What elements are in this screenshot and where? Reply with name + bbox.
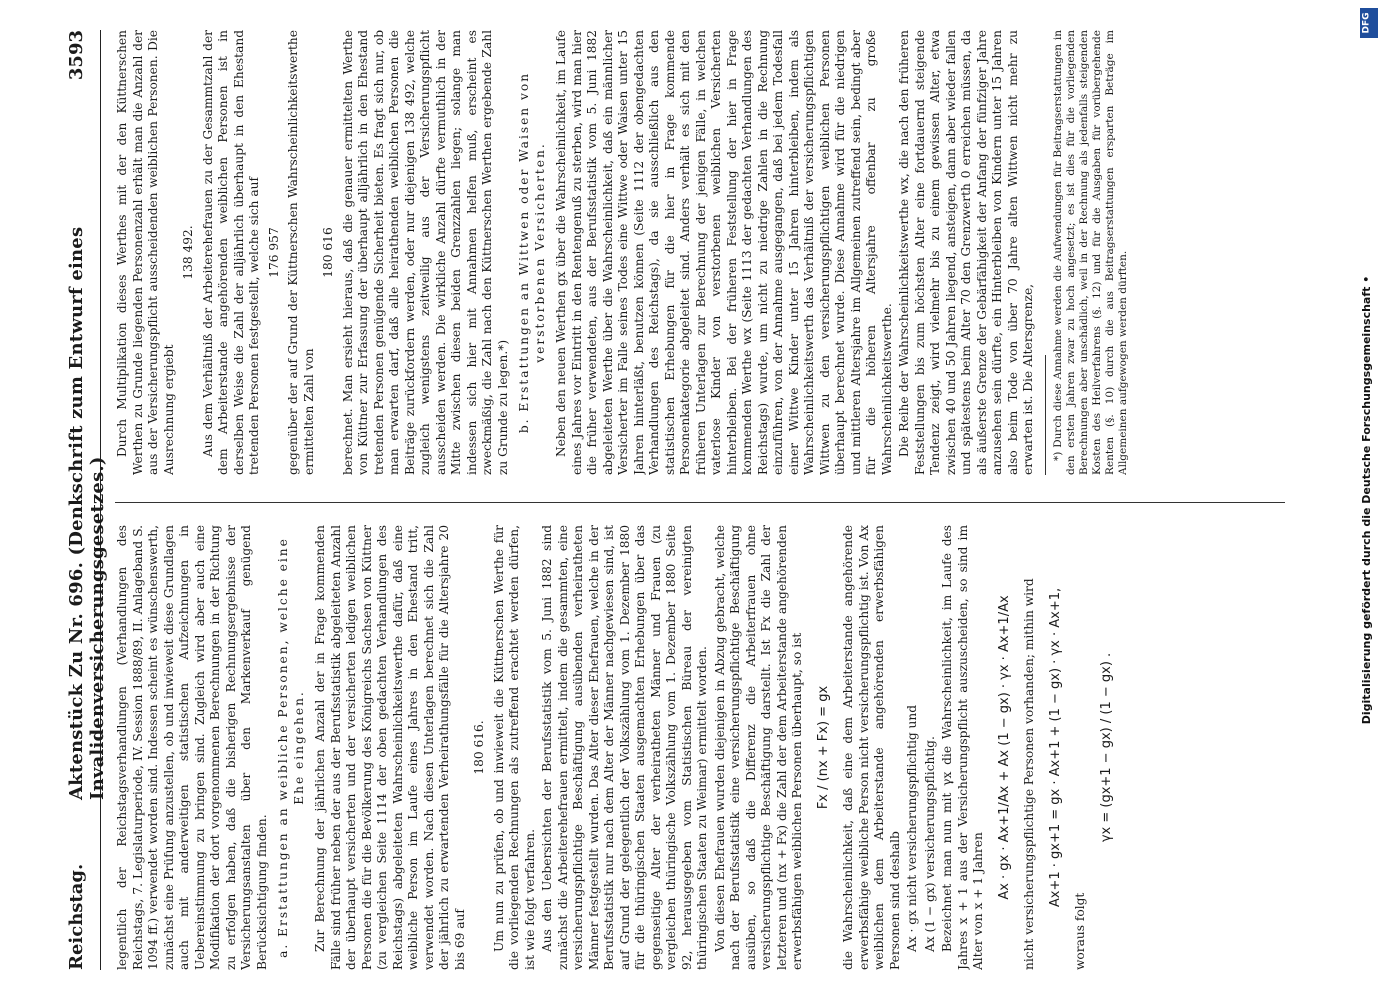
- list-line: Ax (1 − gx) versicherungspflichtig.: [922, 736, 937, 952]
- footnote: *) Durch diese Annahme werden die Aufwendungen für Beitragserstattungen in den ersten Jahren zwar zu hoch angesetzt; es ist dies für die vorliegenden Berechnungen aber unschädlich, weil in der Rechnung als jedenfalls steigenden Kosten des Heilverfahrens (§. 12) und für die Ausgaben für vorübergehende Renten (§. 10) durch die aus Beitragserstattungen ersparten Beträge im Allgemeinen aufgewogen werden dürften.: [1051, 30, 1129, 475]
- number-line: 176 957: [266, 227, 281, 278]
- paragraph: die Wahrscheinlichkeit, daß eine dem Arbeiterstande angehörende erwerbsfähige weibliche Person nicht versicherungspflichtig ist. Von Ax weiblichen dem Arbeiterstande angehörenden erwerbsfähigen Personen sind deshalb: [841, 525, 902, 970]
- funding-notice: Digitalisierung gefördert durch die Deutsche Forschungsgemeinschaft •: [1360, 275, 1373, 725]
- paragraph: Von diesen Ehefrauen wurden diejenigen in Abzug gebracht, welche nach der Berufsstatistik eine versicherungspflichtige Beschäftigung ausüben, so daß die Differenz die Arbeiterfrauen ohne versicherungspflichtige Beschäftigung darstellt. Ist Fx die Zahl der letzteren und (nx + Fx) die Zahl der dem Arbeiterstande angehörenden erwerbsfähigen weiblichen Personen überhaupt, so ist: [712, 525, 804, 970]
- header-title: Aktenstück Zu Nr. 696. (Denkschrift zum Entwurf eines Invalidenversicherungsgesetzes.): [66, 226, 108, 800]
- digitization-stamp: [1352, 0, 1378, 1000]
- paragraph: gegenüber der auf Grund der Küttnerschen Wahrscheinlichkeitswerthe ermittelten Zahl von: [286, 30, 316, 475]
- rotated-document-page: [20, 0, 1320, 1000]
- column-divider: [115, 502, 1285, 503]
- paragraph: Aus den Uebersichten der Berufsstatistik vom 5. Juni 1882 sind zunächst die Arbeiterehefrauen ermittelt, indem die gesammten, eine versicherungspflichtige Beschäftigung ausübenden verheiratheten Männer festgestellt wurden. Das Alter dieser Ehefrauen, welche in der Berufsstatistik nur nach dem Alter der Männer nachgewiesen sind, ist auf Grund der gelegentlich der Volkszählung vom 1. Dezember 1880 für die thüringischen Staaten ausgemachten Erhebungen über das gegenseitige Alter der verheiratheten Männer und Frauen (zu vergleichen thüringische Volkszählung vom 1. Dezember 1880 Seite 92, herausgegeben vom Statistischen Büreau der vereinigten thüringischen Staaten zu Weimar) ermittelt worden.: [540, 525, 709, 970]
- page-number: 3593: [66, 30, 87, 81]
- paragraph: legentlich der Reichstagsverhandlungen (Verhandlungen des Reichstags, 7. Legislaturperiode, IV. Session 1888/89, II. Anlageband S. 1094 ff.) verwendet worden sind. Indessen scheint es wünschenswerth, zunächst eine Prüfung anzustellen, ob und inwieweit diese Grundlagen auch mit anderweitigen statistischen Aufzeichnungen in Uebereinstimmung zu bringen sind. Zugleich wird aber auch eine Modifikation der dort vorgenommenen Berechnungen in der Richtung zu erfolgen haben, daß die bisherigen Rechnungsergebnisse der Versicherungsanstalten über den Markenverkauf genügend Berücksichtigung finden.: [115, 525, 269, 970]
- paragraph: Um nun zu prüfen, ob und inwieweit die Küttnerschen Werthe für die vorliegenden Rechnungen als zutreffend erachtet werden dürfen, ist wie folgt verfahren.: [491, 525, 537, 970]
- paragraph: berechnet. Man ersieht hieraus, daß die genauer ermittelten Werthe von Küttner zur Erfassung der überhaupt alljährlich in den Ehestand tretenden Personen genügende Sicherheit bieten. Es fragt sich nur, ob man erwarten darf, daß alle heirathenden weiblichen Personen die Beiträge zurückfordern werden, oder nur diejenigen 138 492, welche zugleich wenigstens zeitweilig aus der Versicherungspflicht ausscheiden werden. Die wirkliche Anzahl dürfte vermuthlich in der Mitte zwischen diesen beiden Grenzzahlen liegen; solange man indessen sich hier mit Annahmen helfen muß, erscheint es zweckmäßig, die Zahl nach den Küttnerschen Werthen ergebende Zahl zu Grunde zu legen.*): [340, 30, 510, 475]
- page-header: [60, 30, 108, 970]
- paragraph: Bezeichnet man nun mit γx die Wahrscheinlichkeit, im Laufe des Jahres x + 1 aus der Versicherungspflicht auszuscheiden, so sind im Alter von x + 1 Jahren: [940, 525, 985, 970]
- paragraph: nicht versicherungspflichtige Personen vorhanden; mithin wird: [1022, 578, 1036, 970]
- number-line: 180 616: [321, 227, 335, 278]
- paragraph: Durch Multiplikation dieses Werthes mit der den Küttnerschen Werthen zu Grunde liegenden Personenzahl erhält man die Anzahl der aus der Versicherungspflicht ausscheidenden weiblichen Personen. Die Ausrechnung ergiebt: [115, 30, 176, 475]
- list-line: Ax · gx nicht versicherungspflichtig und: [905, 704, 919, 952]
- formula: Ax+1 · gx+1 = gx · Ax+1 + (1 − gx) · γx · Ax+1,: [1047, 587, 1063, 908]
- number-line: 138 492.: [181, 225, 195, 280]
- paragraph: woraus folgt: [1073, 892, 1087, 970]
- paragraph: Neben den neuen Werthen gx über die Wahrscheinlichkeit, im Laufe eines Jahres vor Eintritt in den Rentengenuß zu sterben, wird man hier die früher verwendeten, aus der Berufsstatistik vom 5. Juni 1882 abgeleiteten Werthe über die Wahrscheinlichkeit, daß ein männlicher Versicherter im Falle seines Todes eine Wittwe oder Waisen unter 15 Jahren hinterläßt, benutzen können (Seite 1112 der obengedachten Verhandlungen des Reichstags), da sie ausschließlich aus den statistischen Erhebungen für die hier in Frage kommende Personenkategorie abgeleitet sind. Anders verhält es sich mit den früheren Unterlagen zur Berechnung der jenigen Fälle, in welchen vaterlose Kinder von verstorbenen weiblichen Versicherten hinterbleiben. Bei der früheren Feststellung der hier in Frage kommenden Werthe wx (Seite 1113 der gedachten Verhandlungen des Reichstags) wurde, um nicht zu niedrige Zahlen in die Rechnung einzuführen, von der Annahme ausgegangen, daß bei jedem Todesfall einer Wittwe Kinder unter 15 Jahren hinterbleiben, indem als Wahrscheinlichkeitswerth das Verhältniß der versicherungspflichtigen Wittwen zu den versicherungspflichtigen weiblichen Personen überhaupt berechnet wurde. Diese Annahme wird für die niedrigen und mittleren Altersjahre im Allgemeinen zutreffend sein, bedingt aber für die höheren Altersjahre offenbar zu große Wahrscheinlichkeitswerthe.: [554, 30, 894, 475]
- paragraph: Die Reihe der Wahrscheinlichkeitswerthe wx, die nach den früheren Feststellungen bis zum höchsten Alter eine fortdauernd steigende Tendenz zeigt, wird vielmehr bis zu einem gewissen Alter, etwa zwischen 40 und 50 Jahren liegend, ansteigen, dann aber wieder fallen und spätestens beim Alter 70 den Grenzwerth 0 erreichen müssen, da als äußerste Grenze der Gebärfähigkeit der Anfang der fünfziger Jahre anzusehen sein dürfte, ein Hinterbleiben von Kindern unter 15 Jahren also beim Tode von über 70 Jahre alten Wittwen nicht mehr zu erwarten ist. Die Altersgrenze,: [897, 30, 1035, 475]
- section-heading-a: a. Erstattungen an weibliche Personen, welche eine Ehe eingehen.: [276, 537, 306, 958]
- formula: γx = (gx+1 − gx) / (1 − gx) .: [1098, 652, 1114, 843]
- number-line: 180 616.: [472, 720, 486, 775]
- dfg-logo-text: DFG: [1361, 12, 1372, 34]
- dfg-logo: [1360, 8, 1378, 38]
- footnote-rule: [1045, 355, 1046, 475]
- header-left: Reichstag.: [66, 863, 87, 970]
- section-heading-b: b. Erstattungen an Wittwen oder Waisen von verstorbenen Versicherten.: [517, 71, 547, 434]
- right-column: [115, 30, 1285, 475]
- paragraph: Zur Berechnung der jährlichen Anzahl der in Frage kommenden Fälle sind früher neben der aus der Berufsstatistik abgeleiteten Anzahl der überhaupt versicherten und der versicherten ledigen weiblichen Personen die für die Bevölkerung des Königreichs Sachsen von Küttner (zu vergleichen Seite 1114 der oben gedachten Verhandlungen des Reichstags) abgeleiteten Wahrscheinlichkeitswerthe dafür, daß eine weibliche Person im Laufe eines Jahres in den Ehestand tritt, verwendet worden. Nach diesen Unterlagen berechnet sich die Zahl der jährlich zu erwartenden Verheirathungsfälle für die Altersjahre 20 bis 69 auf: [313, 525, 467, 970]
- left-column: [115, 525, 1285, 970]
- paragraph: Aus dem Verhältniß der Arbeiterehefrauen zu der Gesammtzahl der dem Arbeiterstande angehörenden weiblichen Personen ist in derselben Weise die Zahl der alljährlich überhaupt in den Ehestand tretenden Personen festgestellt, welche sich auf: [200, 30, 261, 475]
- formula: Fx / (nx + Fx) = gx: [815, 685, 831, 810]
- formula: Ax · gx · Ax+1/Ax + Ax (1 − gx) · γx · Ax+1/Ax: [996, 595, 1012, 900]
